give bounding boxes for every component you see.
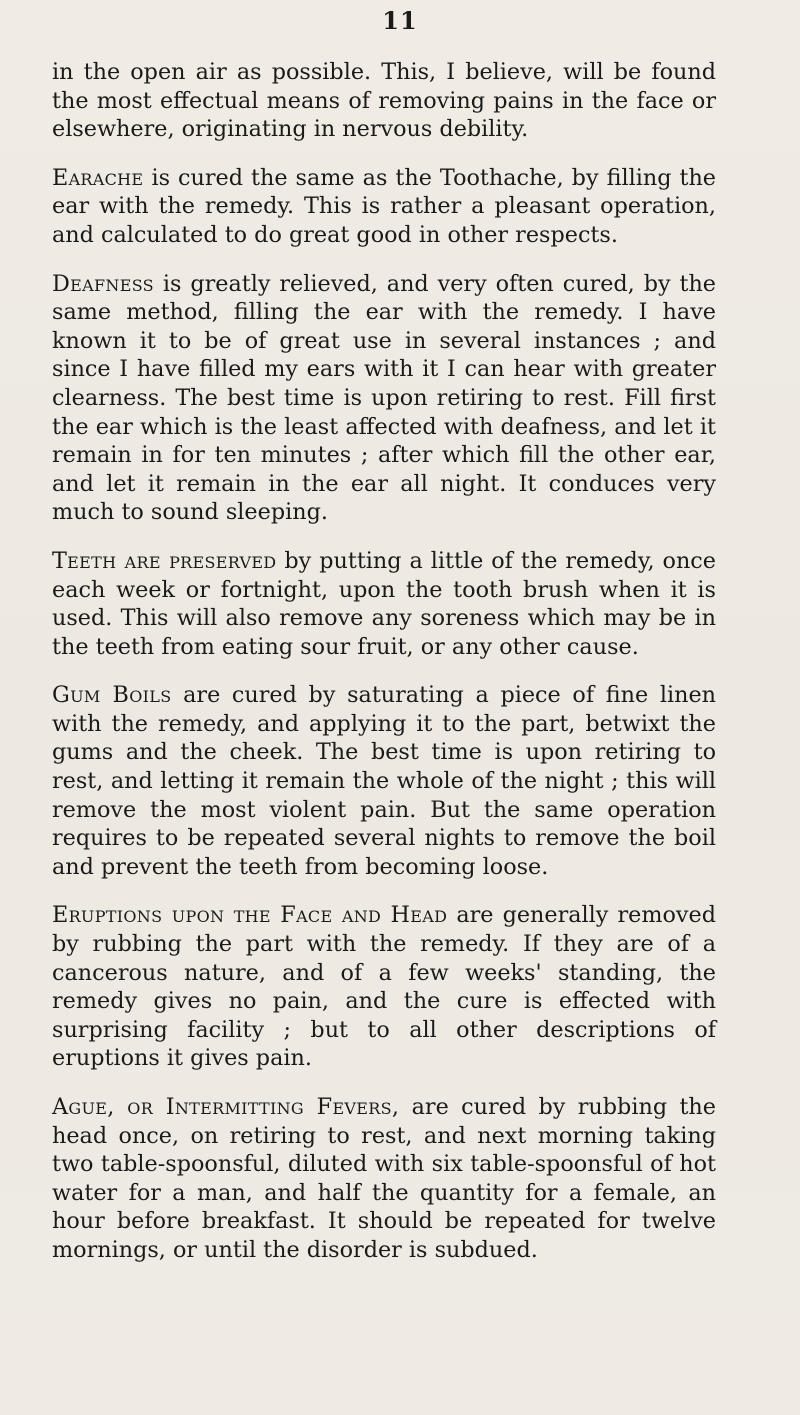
paragraph-lead: Deafness [52, 270, 154, 297]
paragraph-continuation [52, 58, 716, 144]
paragraph-text: are generally removed by rubbing the part with the remedy. If they are of a cancerous nature, and of a few weeks' standing, the remedy gives no pain, and the cure is effected with surprising facility ; but to all other descriptions of eruptions it gives pain. [52, 902, 716, 1072]
page-number: 11 [382, 6, 418, 35]
paragraph-eruptions [52, 901, 716, 1073]
paragraph-text: are cured by saturating a piece of fine linen with the remedy, and applying it to the part, betwixt the gums and the cheek. The best time is upon retiring to rest, and letting it remain the whole of the night ; this will remove the most violent pain. But the same operation requires to be repeated several nights to remove the boil and prevent the teeth from becoming loose. [52, 682, 716, 880]
paragraph-text: by putting a little of the remedy, once each week or fortnight, upon the tooth brush when it is used. This will also remove any soreness which may be in the teeth from eating sour fruit, or any other cause. [52, 547, 716, 660]
paragraph-lead: Ague, or Intermitting Fevers, [52, 1094, 400, 1120]
paragraph-lead: Earache [52, 164, 144, 191]
paragraph-text: are cured by rubbing the head once, on retiring to rest, and next morning taking two table-spoonsful, diluted with six table-spoonsful of hot water for a man, and half the quantity for a female, an hour before breakfast. It should be repeated for twelve mornings, or until the disorder is subdued. [52, 1094, 716, 1263]
paragraph-text: is cured the same as the Toothache, by filling the ear with the remedy. This is rather a pleasant operation, and calculated to do great good in other respects. [52, 164, 716, 248]
paragraph-gum-boils [52, 681, 716, 881]
paragraph-teeth [52, 547, 716, 661]
paragraph-text: is greatly relieved, and very often cured, by the same method, filling the ear with the remedy. I have known it to be of great use in several instances ; and since I have filled my ears with it I can hear with greater clearness. The best time is upon retiring to rest. Fill first the ear which is the least affected with deafness, and let it remain in for ten minutes ; after which fill the other ear, and let it remain in the ear all night. It conduces very much to sound sleeping. [52, 270, 716, 526]
paragraph-deafness [52, 270, 716, 527]
paragraph-lead: Eruptions upon the Face and Head [52, 902, 448, 929]
paragraph-ague [52, 1093, 716, 1265]
paragraph-earache [52, 164, 716, 250]
paragraph-lead: Gum Boils [52, 682, 172, 709]
paragraph-lead: Teeth are preserved [52, 547, 277, 574]
page-body [52, 58, 716, 1285]
paragraph-text: in the open air as possible. This, I believe, will be found the most effectual means of removing pains in the face or elsewhere, originating in nervous debility. [52, 59, 716, 143]
